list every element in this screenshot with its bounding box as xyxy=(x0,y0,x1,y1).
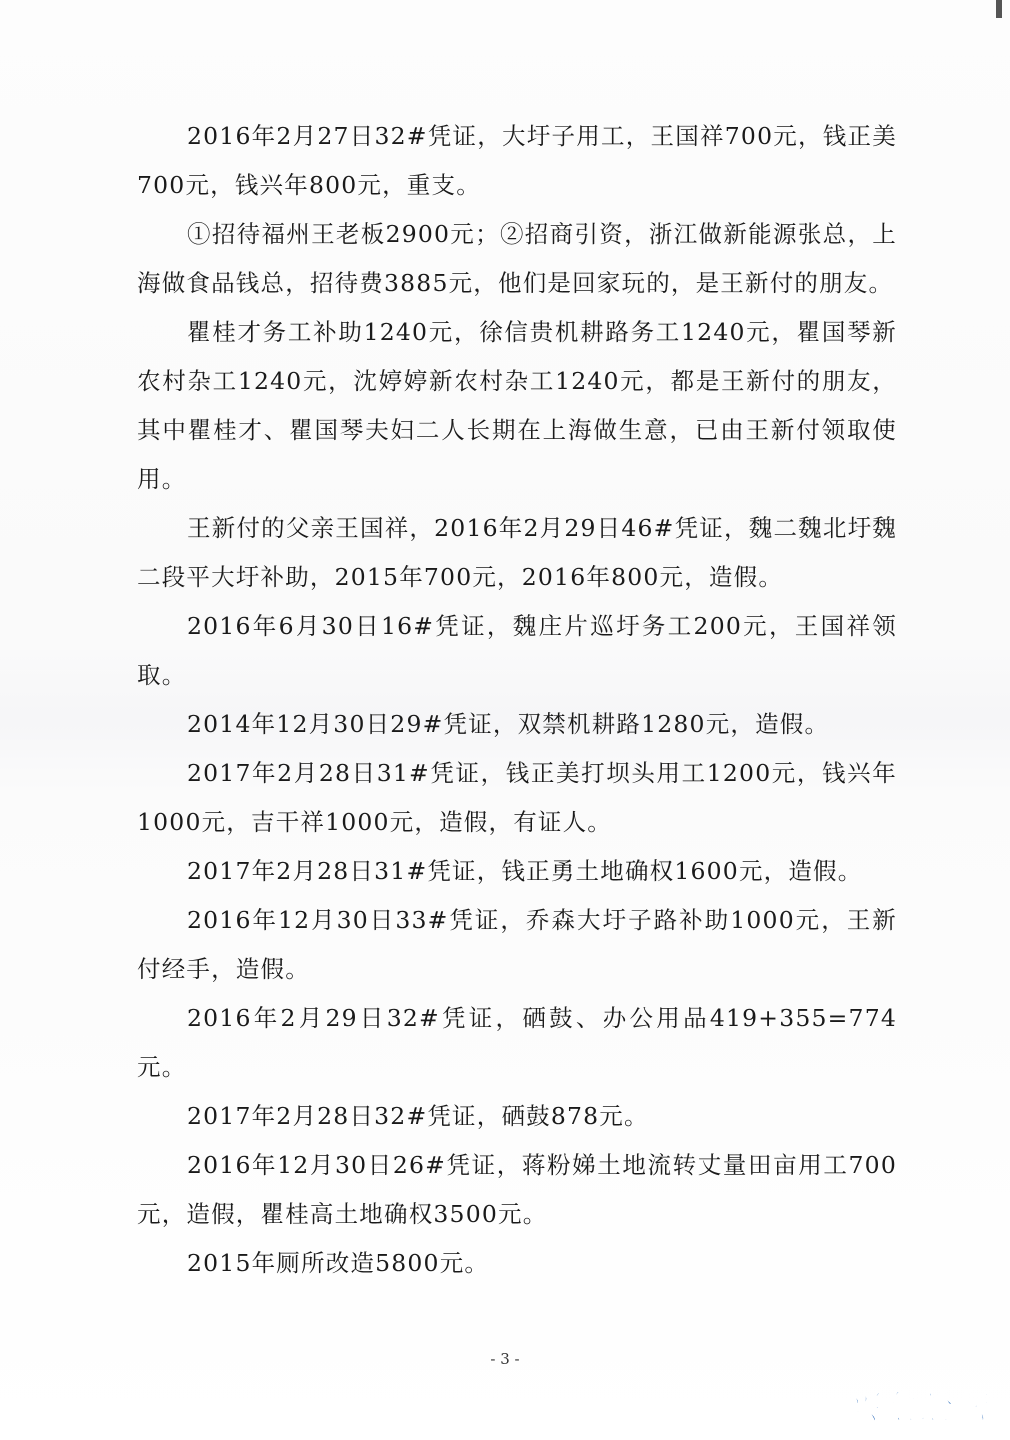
paragraph: 2017年2月28日31#凭证，钱正美打坝头用工1200元，钱兴年1000元，吉干祥1000元，造假，有证人。 xyxy=(137,759,897,836)
paragraph: ①招待福州王老板2900元；②招商引资，浙江做新能源张总，上海做食品钱总，招待费3885元，他们是回家玩的，是王新付的朋友。 xyxy=(137,220,897,297)
paragraph: 2017年2月28日31#凭证，钱正勇土地确权1600元，造假。 xyxy=(187,857,863,885)
paragraph: 王新付的父亲王国祥，2016年2月29日46#凭证，魏二魏北圩魏二段平大圩补助，2015年700元，2016年800元，造假。 xyxy=(137,514,897,591)
paragraph: 瞿桂才务工补助1240元，徐信贵机耕路务工1240元，瞿国琴新农村杂工1240元，沈婷婷新农村杂工1240元，都是王新付的朋友，其中瞿桂才、瞿国琴夫妇二人长期在上海做生意，已由王新付领取使用。 xyxy=(137,318,897,493)
watermark-logo-svg xyxy=(836,1385,996,1429)
forum-watermark-logo xyxy=(833,1384,998,1430)
paragraph: 2016年12月30日33#凭证，乔森大圩子路补助1000元，王新付经手，造假。 xyxy=(137,906,897,983)
watermark-text: 兴化论坛 xyxy=(843,1388,988,1428)
page-number: - 3 - xyxy=(490,1350,520,1368)
paragraph: 2016年6月30日16#凭证，魏庄片巡圩务工200元，王国祥领取。 xyxy=(137,612,897,689)
paragraph: 2016年2月29日32#凭证，硒鼓、办公用品419+355=774元。 xyxy=(137,1004,897,1081)
paragraph: 2016年12月30日26#凭证，蒋粉娣土地流转丈量田亩用工700元，造假，瞿桂高土地确权3500元。 xyxy=(137,1151,897,1228)
paragraph: 2017年2月28日32#凭证，硒鼓878元。 xyxy=(187,1102,649,1130)
paragraph: 2014年12月30日29#凭证，双禁机耕路1280元，造假。 xyxy=(187,710,830,738)
paragraph: 2015年厕所改造5800元。 xyxy=(187,1249,490,1277)
paragraph: 2016年2月27日32#凭证，大圩子用工，王国祥700元，钱正美700元，钱兴年800元，重支。 xyxy=(137,122,897,199)
document-body xyxy=(137,112,897,1288)
scan-mark xyxy=(996,0,1002,18)
